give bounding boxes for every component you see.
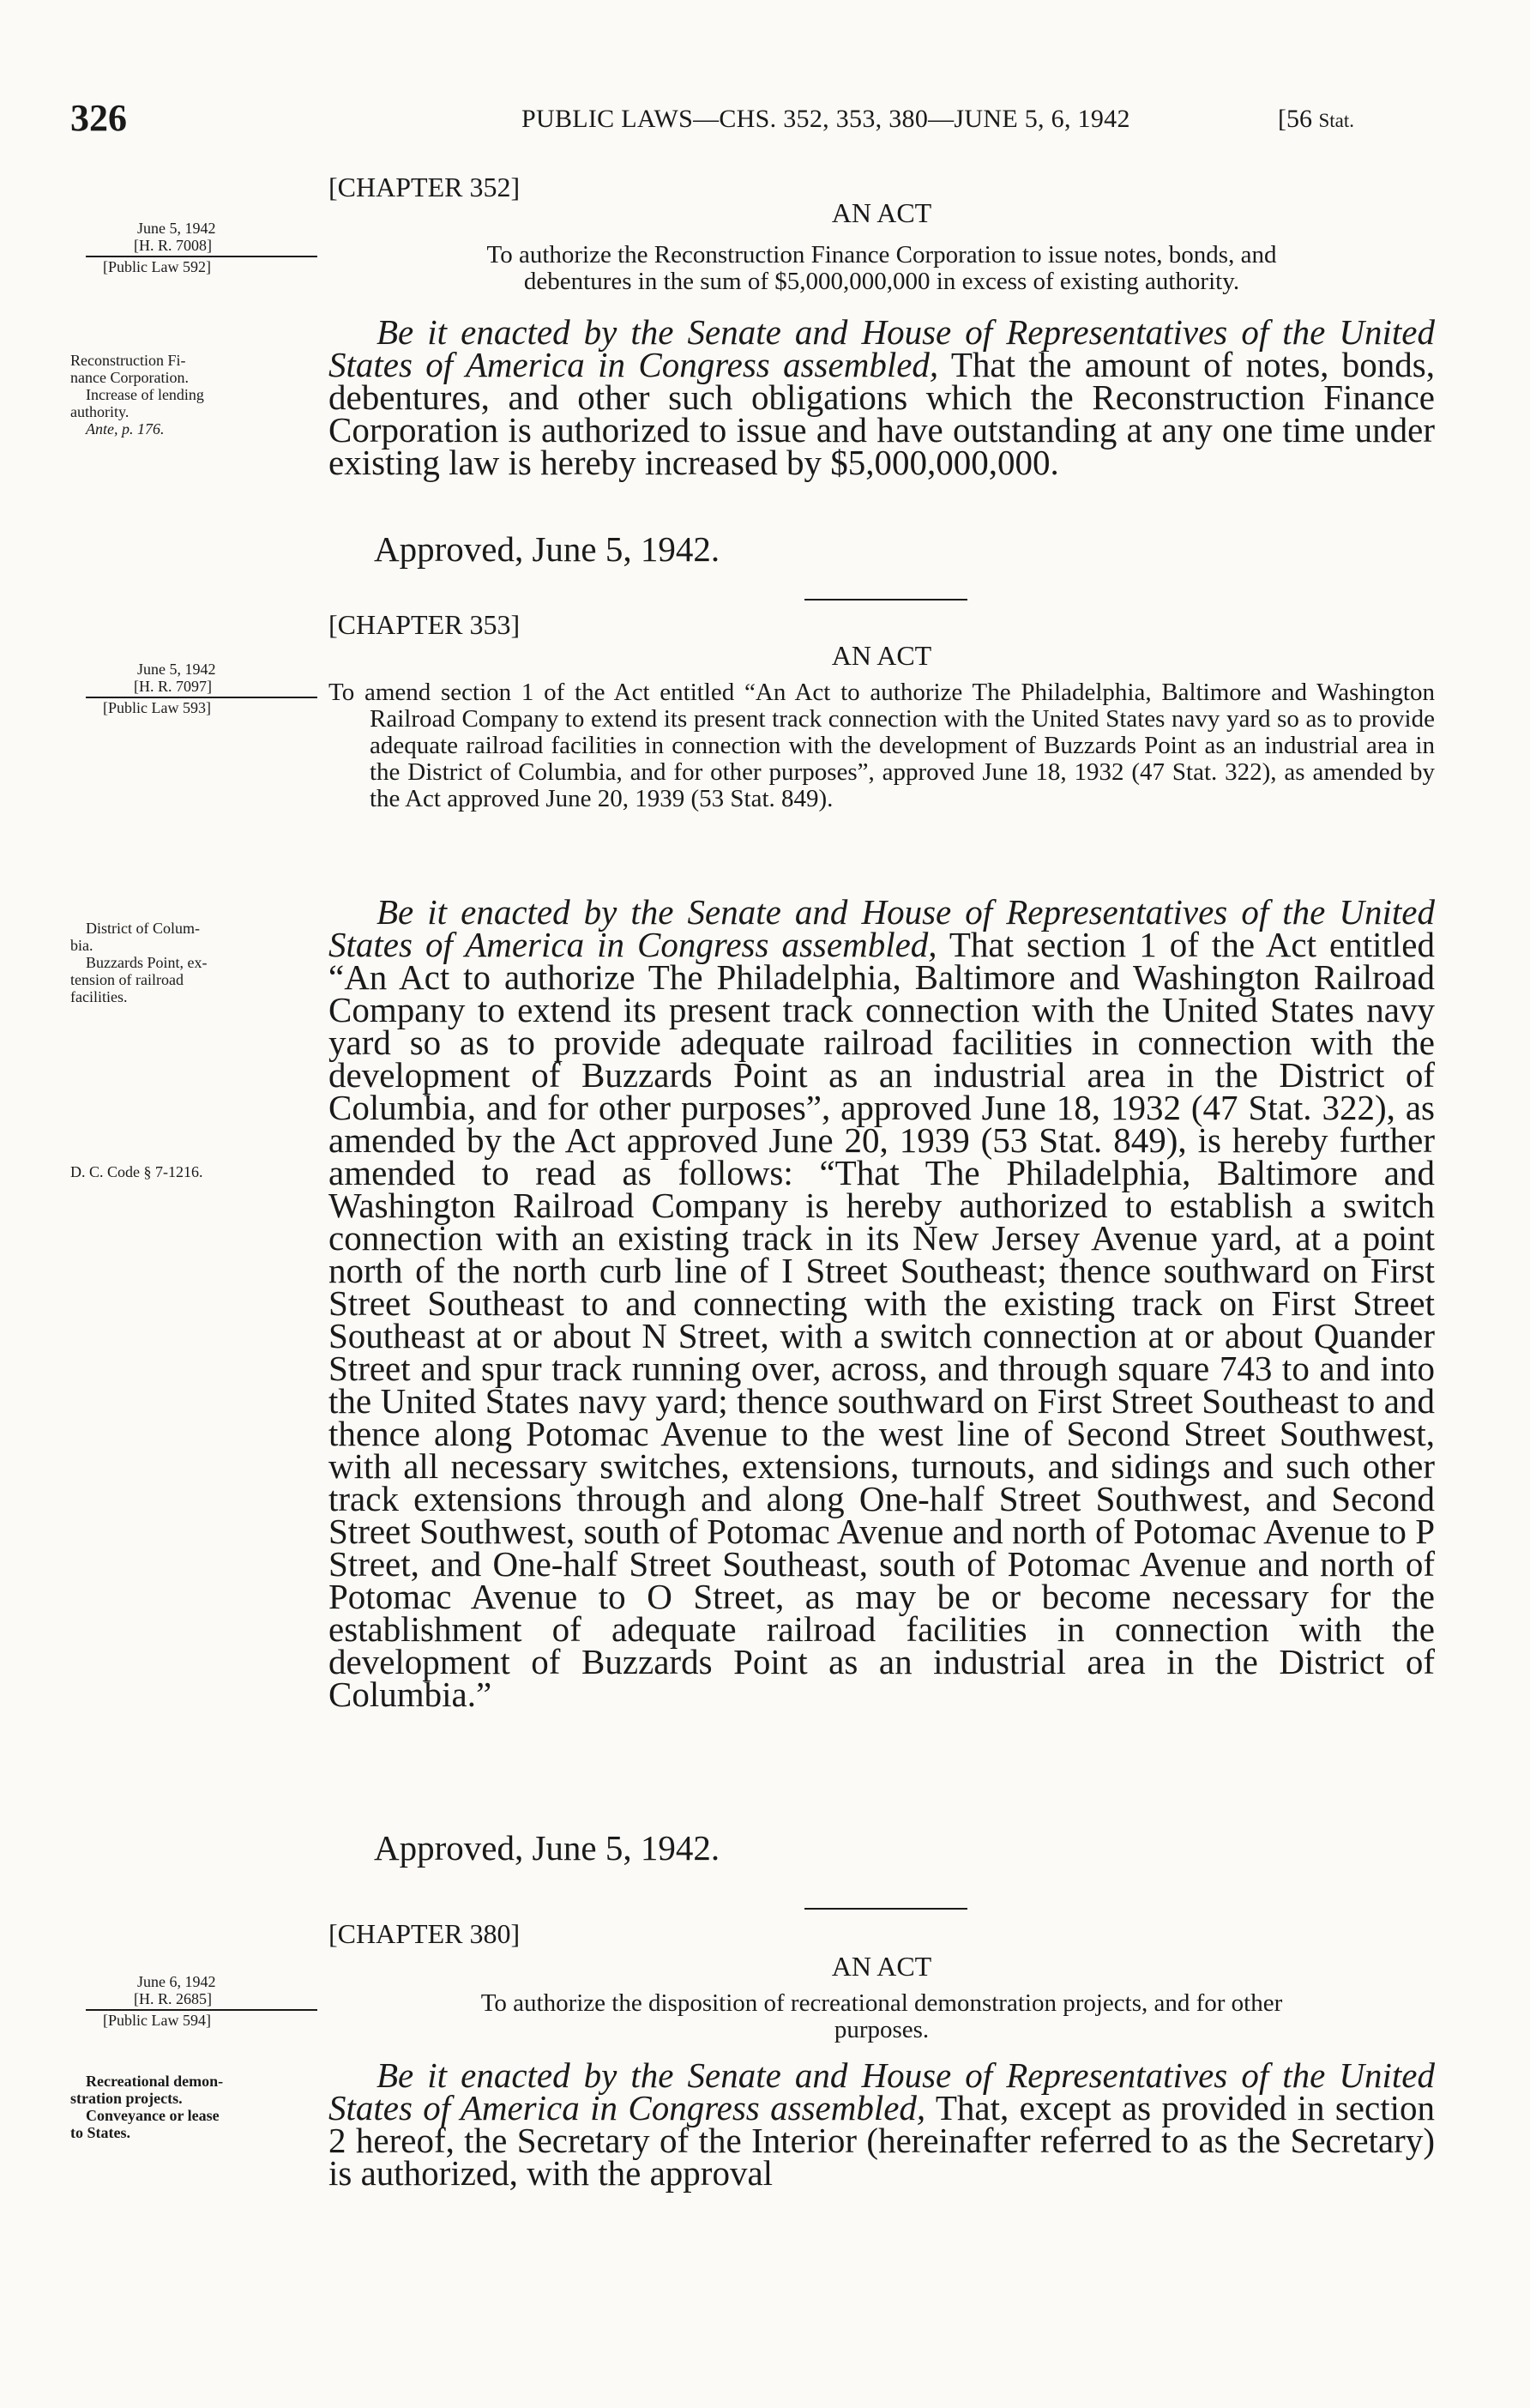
- chapter-heading: [CHAPTER 352]: [328, 172, 521, 202]
- page-header: [0, 96, 1530, 139]
- volume-suffix: Stat.: [1318, 110, 1355, 131]
- margin-code-reference: D. C. Code § 7-1216.: [70, 1163, 203, 1180]
- margin-bill: [H. R. 7097]: [134, 678, 212, 695]
- act-body: [328, 312, 1436, 482]
- page-number: 326: [70, 97, 127, 139]
- act-body: [328, 892, 1435, 1714]
- margin-note-line: bia.: [70, 937, 93, 954]
- margin-public-law: [Public Law 594]: [86, 2009, 317, 2029]
- act-title: To authorize the Reconstruction Finance Corporation to issue notes, bonds, and debentures in the sum of $5,000,000,000 in excess of existing authority.: [486, 241, 1277, 295]
- body-text: That the amount of notes, bonds, debentures, and other such obligations which the Reconstruction Finance Corporation is authorized to issue and have outstanding at any one time under existing law is hereby increased by $5,000,000,000.: [328, 345, 1436, 482]
- act-label: AN ACT: [831, 197, 932, 228]
- margin-note-line: nance Corporation.: [70, 369, 189, 386]
- margin-note-line: stration projects.: [70, 2090, 183, 2107]
- margin-note-line: Recreational demon-: [86, 2073, 224, 2090]
- margin-note-line: Conveyance or lease: [86, 2107, 220, 2124]
- running-title: PUBLIC LAWS—CHS. 352, 353, 380—JUNE 5, 6, 1942: [521, 105, 1130, 133]
- margin-public-law: [Public Law 592]: [86, 256, 317, 275]
- act-label: AN ACT: [831, 640, 932, 671]
- margin-note-line: District of Colum-: [86, 920, 200, 937]
- act-label: AN ACT: [831, 1951, 932, 1982]
- section-divider: [804, 599, 967, 600]
- margin-identifiers: [86, 661, 343, 716]
- margin-notes: [70, 352, 319, 438]
- approval-line: Approved, June 5, 1942.: [374, 1828, 720, 1868]
- body-text: That, except as provided in section 2 hereof, the Secretary of the Interior (hereinafter referred to as the Secretary) is authorized, with the approval: [328, 2088, 1435, 2193]
- margin-bill: [H. R. 2685]: [134, 1990, 212, 2007]
- section-divider: [804, 1908, 967, 1910]
- chapter-heading: [CHAPTER 380]: [328, 1918, 521, 1949]
- margin-notes: [70, 2073, 319, 2141]
- margin-note-line: to States.: [70, 2124, 130, 2141]
- margin-date: June 6, 1942: [137, 1973, 216, 1990]
- margin-note-line: facilities.: [70, 988, 128, 1005]
- margin-identifiers: [86, 220, 343, 275]
- act-title: To authorize the disposition of recreational demonstration projects, and for other purposes.: [480, 1989, 1283, 2043]
- enacting-clause: Be it enacted by the Senate and House of Representatives of the United States of America in Congress assembled,: [328, 2055, 1435, 2127]
- margin-identifiers: [86, 1973, 343, 2029]
- margin-public-law: [Public Law 593]: [86, 697, 317, 716]
- chapter-heading: [CHAPTER 353]: [328, 609, 521, 640]
- body-text: That section 1 of the Act entitled “An Act to authorize The Philadelphia, Baltimore and Washington Railroad Company to extend its present track connection with the United States navy yard so as to provide adequate railroad facilities in connection with the development of Buzzards Point as an industrial area in the District of Columbia, and for other purposes”, approved June 18, 1932 (47 Stat. 322), as amended by the Act approved June 20, 1939 (53 Stat. 849), is hereby further amended to read as follows: “That The Philadelphia, Baltimore and Washington Railroad Company is hereby authorized to establish a switch connection with an existing track in its New Jersey Avenue yard, at a point north of the north curb line of I Street Southeast; thence southward on First Street Southeast to and connecting with the existing track on First Street Southeast at or about N Street, with a switch connection at or about Quander Street and spur track running over, across, and through square 743 to and into the United States navy yard; thence southward on First Street Southeast to and thence along Potomac Avenue to the west line of Second Street Southwest, with all necessary switches, extensions, turnouts, and sidings and such other track extensions through and along One-half Street Southwest, and Second Street Southwest, south of Potomac Avenue and north of Potomac Avenue to P Street, and One-half Street Southeast, south of Potomac Avenue and north of Potomac Avenue to O Street, as may be or become necessary for the establishment of adequate railroad facilities in connection with the development of Buzzards Point as an industrial area in the District of Columbia.”: [328, 925, 1435, 1714]
- volume-prefix: [56: [1278, 105, 1319, 133]
- margin-date: June 5, 1942: [137, 220, 216, 237]
- margin-date: June 5, 1942: [137, 661, 216, 678]
- margin-note-line: Reconstruction Fi-: [70, 352, 186, 369]
- act-body: [328, 2055, 1435, 2193]
- enacting-clause: Be it enacted by the Senate and House of Representatives of the United States of America in Congress assembled,: [328, 312, 1435, 384]
- enacting-clause: Be it enacted by the Senate and House of Representatives of the United States of America in Congress assembled,: [328, 892, 1435, 964]
- margin-note-line: Buzzards Point, ex-: [86, 954, 208, 971]
- margin-note-line: tension of railroad: [70, 971, 184, 988]
- act-title: To amend section 1 of the Act entitled “An Act to authorize The Philadelphia, Baltimore and Washington Railroad Company to extend its present track connection with the United States navy yard so as to provide adequate railroad facilities in connection with the development of Buzzards Point as an industrial area in the District of Columbia, and for other purposes”, approved June 18, 1932 (47 Stat. 322), as amended by the Act approved June 20, 1939 (53 Stat. 849).: [328, 679, 1435, 812]
- margin-note-line: Increase of lending: [86, 386, 204, 403]
- margin-notes: [70, 920, 319, 1005]
- approval-line: Approved, June 5, 1942.: [374, 529, 720, 569]
- margin-note-line: authority.: [70, 403, 130, 420]
- margin-bill: [H. R. 7008]: [134, 237, 212, 254]
- volume-reference: [1278, 105, 1354, 134]
- margin-note-line: Ante, p. 176.: [86, 420, 165, 438]
